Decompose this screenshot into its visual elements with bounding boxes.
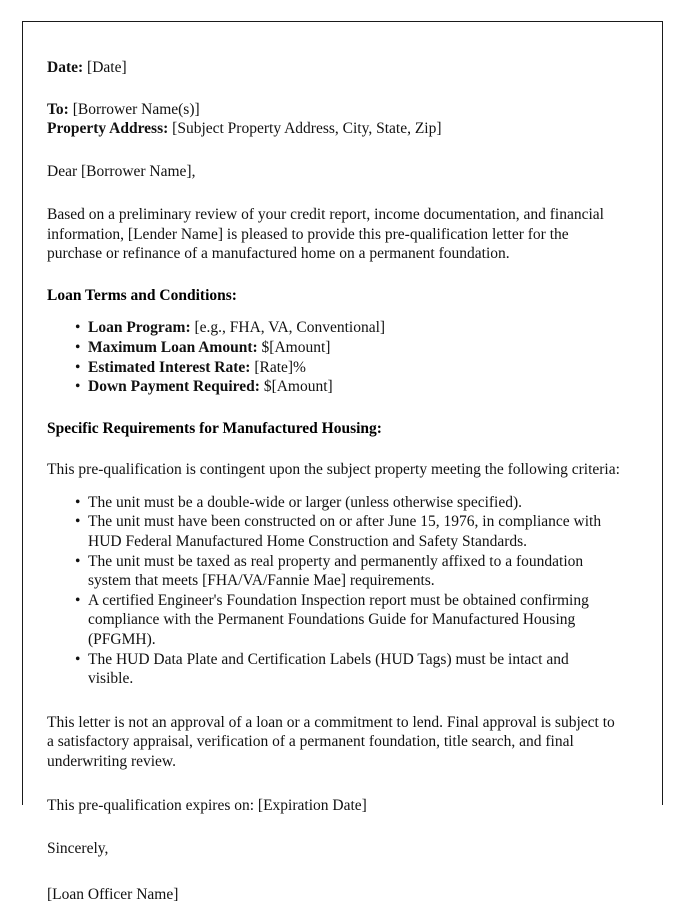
list-item: • A certified Engineer's Foundation Inspection report must be obtained confirming compliance with the Permanent Foundations Guide for Manufactured Housing (PFGMH).: [47, 591, 620, 650]
loan-term-label: Estimated Interest Rate:: [88, 358, 251, 376]
date-line: [47, 58, 620, 78]
loan-term-value: [e.g., FHA, VA, Conventional]: [194, 319, 386, 337]
signature-name: [Loan Officer Name]: [47, 885, 179, 903]
requirements-heading: Specific Requirements for Manufactured Housing:: [47, 419, 382, 437]
date-label: Date:: [47, 59, 84, 76]
loan-terms-list: [47, 318, 620, 396]
closing-line: Sincerely,: [47, 840, 109, 858]
list-item: [47, 338, 620, 358]
list-item: [47, 358, 620, 378]
property-address-value: [Subject Property Address, City, State, Zip]: [172, 120, 442, 137]
loan-terms-heading: Loan Terms and Conditions:: [47, 286, 237, 304]
list-item: • The unit must have been constructed on or after June 15, 1976, in compliance with HUD Federal Manufactured Home Construction and Safety Standards.: [47, 512, 620, 551]
salutation: Dear [Borrower Name],: [47, 162, 196, 180]
disclaimer-paragraph: This letter is not an approval of a loan or a commitment to lend. Final approval is subject to a satisfactory appraisal, verification of a permanent foundation, title search, and final underwriting review.: [47, 713, 615, 770]
list-item: • The HUD Data Plate and Certification Labels (HUD Tags) must be intact and visible.: [47, 650, 620, 689]
document-page: [22, 21, 663, 903]
recipient-line: [47, 100, 620, 120]
expiration-line: This pre-qualification expires on: [Expiration Date]: [47, 796, 367, 814]
list-item: • The unit must be taxed as real property and permanently affixed to a foundation system that meets [FHA/VA/Fannie Mae] requirements.: [47, 552, 620, 591]
loan-term-label: Loan Program:: [88, 319, 191, 337]
loan-term-value: $[Amount]: [263, 378, 333, 396]
list-item: [47, 318, 620, 338]
loan-term-value: $[Amount]: [261, 338, 331, 356]
to-label: To:: [47, 100, 69, 118]
intro-paragraph: Based on a preliminary review of your credit report, income documentation, and financial information, [Lender Name] is pleased to provide this pre-qualification letter for the purchase or refinance of a manufactured home on a permanent foundation.: [47, 206, 604, 263]
loan-term-value: [Rate]%: [254, 358, 306, 376]
loan-term-label: Maximum Loan Amount:: [88, 338, 258, 356]
property-address-line: [47, 119, 620, 139]
list-item: [47, 377, 620, 397]
to-value: [Borrower Name(s)]: [72, 100, 200, 118]
criteria-intro: This pre-qualification is contingent upon the subject property meeting the following criteria:: [47, 461, 620, 479]
criteria-list: [47, 493, 620, 689]
property-address-label: Property Address:: [47, 120, 169, 137]
date-value: [Date]: [87, 59, 127, 76]
loan-term-label: Down Payment Required:: [88, 378, 260, 396]
list-item: • The unit must be a double-wide or larger (unless otherwise specified).: [47, 493, 620, 513]
document-body: [23, 22, 662, 904]
